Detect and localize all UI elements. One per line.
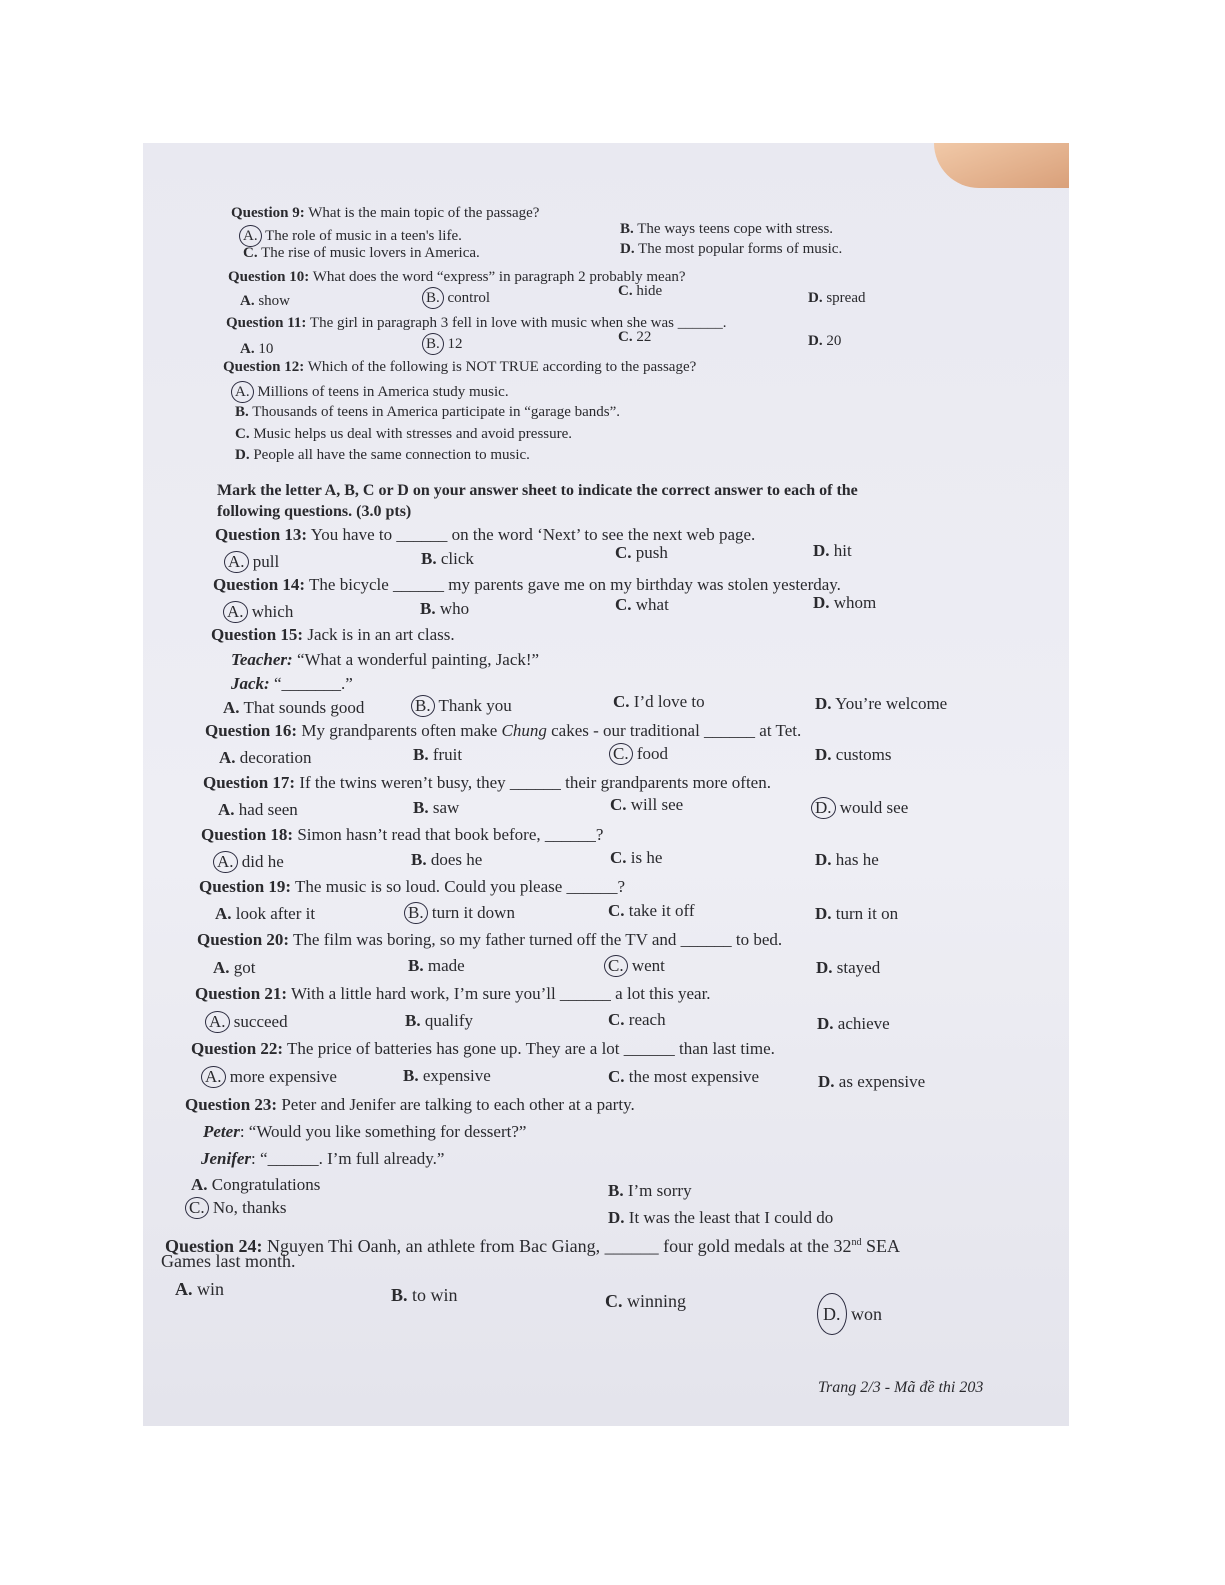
option-letter: D. <box>815 904 832 923</box>
option-c <box>243 243 480 263</box>
circled-answer: A. <box>224 551 249 573</box>
option-text: decoration <box>239 748 312 767</box>
option-text: That sounds good <box>243 698 365 717</box>
option-d <box>815 745 892 765</box>
option-letter: D. <box>813 541 830 560</box>
option-text: stayed <box>836 958 881 977</box>
option-c <box>618 281 662 301</box>
option-text: It was the least that I could do <box>628 1208 834 1227</box>
option-text: Thousands of teens in America participate in “garage bands”. <box>252 404 621 420</box>
option-letter: B. <box>411 850 427 869</box>
option-text: No, thanks <box>212 1198 287 1217</box>
option-c <box>235 424 572 444</box>
option-b <box>413 798 459 818</box>
option-text: I’m sorry <box>627 1181 692 1200</box>
option-letter: B. <box>413 745 429 764</box>
option-text: who <box>439 599 470 618</box>
option-text: show <box>258 293 291 309</box>
circled-answer: D. <box>811 797 836 819</box>
option-letter: A. <box>215 904 232 923</box>
option-letter: C. <box>608 1067 625 1086</box>
question-label: Question 21: <box>195 984 288 1003</box>
option-text: which <box>251 602 294 621</box>
option-text: expensive <box>422 1066 491 1085</box>
option-letter: B. <box>391 1285 408 1305</box>
question-label: Question 18: <box>201 825 294 844</box>
option-text: went <box>631 956 665 975</box>
option-d <box>815 850 879 870</box>
option-letter: C. <box>243 245 258 261</box>
option-a <box>223 698 364 718</box>
option-letter: D. <box>235 447 250 463</box>
option-letter: C. <box>608 901 625 920</box>
option-d <box>815 694 947 714</box>
option-letter: A. <box>240 293 255 309</box>
question-label: Question 22: <box>191 1039 284 1058</box>
circled-answer: A. <box>239 225 262 247</box>
option-text: click <box>440 549 474 568</box>
option-text: more expensive <box>229 1067 337 1086</box>
instruction-line: following questions. (3.0 pts) <box>217 503 412 520</box>
option-letter: D. <box>815 745 832 764</box>
question-text: What does the word “express” in paragraph 2 probably mean? <box>312 269 686 285</box>
circled-answer: B. <box>411 695 435 717</box>
option-b <box>426 287 490 309</box>
option-d <box>808 288 866 308</box>
question-text: Games last month. <box>161 1251 296 1271</box>
question-text: What is the main topic of the passage? <box>308 205 540 221</box>
option-letter: D. <box>608 1208 625 1227</box>
option-text: Thank you <box>438 696 512 715</box>
option-letter: B. <box>421 549 437 568</box>
option-text: what <box>635 595 669 614</box>
question-13 <box>215 525 755 545</box>
question-10 <box>228 267 686 287</box>
circled-answer: A. <box>201 1066 226 1088</box>
option-b <box>420 599 469 619</box>
option-letter: B. <box>620 221 634 237</box>
option-b <box>608 1181 692 1201</box>
circled-answer: C. <box>609 743 633 765</box>
option-text: had seen <box>238 800 298 819</box>
option-letter: A. <box>219 748 236 767</box>
option-letter: D. <box>808 290 823 306</box>
option-text: pull <box>252 552 280 571</box>
dialogue-text: “What a wonderful painting, Jack!” <box>296 650 540 669</box>
option-c <box>613 743 668 765</box>
option-letter: A. <box>191 1175 208 1194</box>
option-text: The ways teens cope with stress. <box>637 221 834 237</box>
option-d <box>815 904 898 924</box>
question-label: Question 15: <box>211 625 304 644</box>
option-text: push <box>635 543 668 562</box>
circled-answer: B. <box>422 287 444 309</box>
option-text: made <box>427 956 465 975</box>
option-b <box>391 1285 458 1305</box>
question-label: Question 12: <box>223 359 305 375</box>
option-text: I’d love to <box>633 692 705 711</box>
option-d <box>608 1208 833 1228</box>
option-text: look after it <box>235 904 316 923</box>
option-a <box>213 958 256 978</box>
option-text: The rise of music lovers in America. <box>261 245 480 261</box>
option-letter: B. <box>408 956 424 975</box>
option-letter: C. <box>615 543 632 562</box>
circled-answer: B. <box>404 902 428 924</box>
option-a <box>228 551 279 573</box>
option-text: customs <box>835 745 892 764</box>
option-letter: C. <box>615 595 632 614</box>
dialogue-text: : “______. I’m full already.” <box>251 1149 445 1168</box>
option-d <box>815 797 908 819</box>
option-d <box>821 1293 882 1335</box>
circled-answer: C. <box>185 1197 209 1219</box>
option-a <box>205 1066 337 1088</box>
dialogue-text: “_______.” <box>273 674 353 693</box>
option-text: Music helps us deal with stresses and avoid pressure. <box>253 426 573 442</box>
question-text: The bicycle ______ my parents gave me on my birthday was stolen yesterday. <box>309 575 841 594</box>
option-letter: A. <box>218 800 235 819</box>
option-a <box>240 339 273 359</box>
option-text: hit <box>833 541 852 560</box>
option-text: qualify <box>424 1011 473 1030</box>
option-c <box>608 1010 666 1030</box>
option-c <box>608 1067 759 1087</box>
speaker-label: Jenifer <box>201 1149 252 1168</box>
section-instruction <box>217 480 858 501</box>
option-a <box>235 381 509 403</box>
option-a <box>218 800 298 820</box>
question-label: Question 16: <box>205 721 298 740</box>
circled-answer: A. <box>231 381 254 403</box>
question-text: If the twins weren’t busy, they ______ their grandparents more often. <box>299 773 771 792</box>
option-a <box>227 601 293 623</box>
question-text: Peter and Jenifer are talking to each other at a party. <box>281 1095 635 1114</box>
question-18 <box>201 825 603 845</box>
option-text: turn it on <box>835 904 899 923</box>
question-12 <box>223 357 696 377</box>
option-b <box>408 902 515 924</box>
option-a <box>215 904 315 924</box>
option-letter: B. <box>405 1011 421 1030</box>
option-text: succeed <box>233 1012 288 1031</box>
option-text: to win <box>412 1285 458 1305</box>
option-letter: D. <box>620 241 635 257</box>
option-c <box>608 955 665 977</box>
page-footer: Trang 2/3 - Mã đề thi 203 <box>818 1379 984 1396</box>
option-letter: D. <box>813 593 830 612</box>
question-text: SEA <box>861 1236 901 1256</box>
option-d <box>808 331 841 351</box>
option-b <box>408 956 465 976</box>
option-b <box>421 549 474 569</box>
option-d <box>813 541 852 561</box>
option-text: Congratulations <box>211 1175 321 1194</box>
question-20 <box>197 930 782 950</box>
option-text: fruit <box>432 745 463 764</box>
question-17 <box>203 773 771 793</box>
question-text: Jack is in an art class. <box>307 625 455 644</box>
option-c <box>610 795 683 815</box>
speaker-label: Peter <box>203 1122 240 1141</box>
dialogue-jenifer <box>201 1149 444 1169</box>
question-text-emphasis: Chung <box>501 721 547 740</box>
question-text: My grandparents often make <box>301 721 502 740</box>
question-21 <box>195 984 711 1004</box>
option-c <box>608 901 695 921</box>
option-letter: D. <box>816 958 833 977</box>
instruction-line: Mark the letter A, B, C or D on your answer sheet to indicate the correct answer to each of the <box>217 482 858 499</box>
option-b <box>235 402 620 422</box>
question-label: Question 11: <box>226 315 307 331</box>
question-9 <box>231 203 539 223</box>
option-letter: C. <box>618 283 633 299</box>
option-letter: C. <box>608 1010 625 1029</box>
circled-answer: D. <box>817 1293 847 1335</box>
option-letter: C. <box>605 1291 623 1311</box>
option-letter: B. <box>608 1181 624 1200</box>
option-letter: D. <box>808 333 823 349</box>
question-24-line2 <box>161 1251 295 1271</box>
option-c <box>615 595 669 615</box>
question-19 <box>199 877 625 897</box>
option-text: reach <box>628 1010 666 1029</box>
question-text: Which of the following is NOT TRUE according to the passage? <box>307 359 697 375</box>
question-23 <box>185 1095 635 1115</box>
option-letter: D. <box>817 1014 834 1033</box>
option-letter: A. <box>175 1279 193 1299</box>
option-letter: C. <box>618 329 633 345</box>
option-b <box>405 1011 473 1031</box>
question-14 <box>213 575 841 595</box>
exam-page <box>143 143 1069 1426</box>
option-text: did he <box>241 852 284 871</box>
section-instruction-2 <box>217 501 411 522</box>
question-label: Question 14: <box>213 575 306 594</box>
question-22 <box>191 1039 775 1059</box>
question-11 <box>226 313 727 333</box>
option-d <box>816 958 880 978</box>
option-c <box>618 327 651 347</box>
option-letter: A. <box>223 698 240 717</box>
option-d <box>817 1014 890 1034</box>
question-label: Question 10: <box>228 269 310 285</box>
option-b <box>620 219 833 239</box>
question-16 <box>205 721 801 741</box>
option-text: The role of music in a teen's life. <box>265 228 462 244</box>
option-text: does he <box>430 850 483 869</box>
option-letter: D. <box>815 694 832 713</box>
option-d <box>818 1072 925 1092</box>
question-label: Question 23: <box>185 1095 278 1114</box>
question-text: The music is so loud. Could you please ______? <box>295 877 626 896</box>
option-text: whom <box>833 593 877 612</box>
option-text: achieve <box>837 1014 890 1033</box>
option-a <box>209 1011 288 1033</box>
option-b <box>426 333 463 355</box>
option-text: You’re welcome <box>835 694 948 713</box>
option-text: got <box>233 958 256 977</box>
question-label: Question 9: <box>231 205 305 221</box>
question-label: Question 20: <box>197 930 290 949</box>
option-text: take it off <box>628 901 695 920</box>
question-text: The price of batteries has gone up. They are a lot ______ than last time. <box>287 1039 775 1058</box>
option-text: control <box>447 290 491 306</box>
option-text: saw <box>432 798 460 817</box>
option-b <box>411 850 482 870</box>
option-text: hide <box>636 283 663 299</box>
option-letter: D. <box>815 850 832 869</box>
option-text: 12 <box>447 336 463 352</box>
option-text: won <box>851 1304 882 1324</box>
option-text: turn it down <box>431 903 515 922</box>
circled-answer: B. <box>422 333 444 355</box>
option-text: has he <box>835 850 879 869</box>
option-b <box>413 745 462 765</box>
dialogue-text: : “Would you like something for dessert?” <box>239 1122 527 1141</box>
option-a <box>217 851 284 873</box>
question-15 <box>211 625 455 645</box>
question-text: Nguyen Thi Oanh, an athlete from Bac Giang, ______ four gold medals at the 32 <box>267 1236 852 1256</box>
option-text: 22 <box>636 329 652 345</box>
option-d <box>235 445 530 465</box>
option-letter: B. <box>235 404 249 420</box>
option-text: spread <box>826 290 866 306</box>
option-c <box>189 1197 287 1219</box>
option-c <box>605 1291 686 1311</box>
option-text: the most expensive <box>628 1067 760 1086</box>
option-letter: C. <box>235 426 250 442</box>
question-label: Question 17: <box>203 773 296 792</box>
option-text: winning <box>627 1291 687 1311</box>
option-text: as expensive <box>838 1072 926 1091</box>
option-c <box>613 692 705 712</box>
option-letter: A. <box>240 341 255 357</box>
option-text: The most popular forms of music. <box>638 241 843 257</box>
option-letter: D. <box>818 1072 835 1091</box>
option-letter: A. <box>213 958 230 977</box>
option-text: would see <box>839 798 909 817</box>
option-text: is he <box>630 848 663 867</box>
option-a <box>240 291 290 311</box>
option-text: win <box>197 1279 224 1299</box>
option-a <box>219 748 312 768</box>
option-letter: C. <box>610 795 627 814</box>
option-text: will see <box>630 795 684 814</box>
circled-answer: C. <box>604 955 628 977</box>
option-text: food <box>636 744 669 763</box>
option-a <box>191 1175 320 1195</box>
question-text: With a little hard work, I’m sure you’ll ______ a lot this year. <box>291 984 711 1003</box>
option-text: Millions of teens in America study music. <box>257 384 509 400</box>
option-letter: C. <box>613 692 630 711</box>
thumb-in-photo <box>934 143 1069 188</box>
speaker-label: Teacher: <box>231 650 293 669</box>
option-text: 10 <box>258 341 274 357</box>
option-text: 20 <box>826 333 842 349</box>
option-c <box>610 848 662 868</box>
circled-answer: A. <box>213 851 238 873</box>
question-label: Question 19: <box>199 877 292 896</box>
option-d <box>813 593 876 613</box>
circled-answer: A. <box>205 1011 230 1033</box>
option-b <box>415 695 512 717</box>
option-letter: B. <box>413 798 429 817</box>
option-letter: B. <box>403 1066 419 1085</box>
option-d <box>620 239 842 259</box>
circled-answer: A. <box>223 601 248 623</box>
option-letter: C. <box>610 848 627 867</box>
option-c <box>615 543 668 563</box>
superscript: nd <box>851 1237 862 1248</box>
dialogue-teacher <box>231 650 539 670</box>
question-text: Simon hasn’t read that book before, ______? <box>297 825 604 844</box>
speaker-label: Jack: <box>231 674 270 693</box>
option-letter: B. <box>420 599 436 618</box>
dialogue-peter <box>203 1122 526 1142</box>
option-a <box>175 1279 224 1299</box>
dialogue-jack <box>231 674 353 694</box>
question-label: Question 24: <box>165 1236 263 1256</box>
question-text: cakes - our traditional ______ at Tet. <box>546 721 802 740</box>
question-text: The film was boring, so my father turned off the TV and ______ to bed. <box>293 930 783 949</box>
option-b <box>403 1066 491 1086</box>
question-text: The girl in paragraph 3 fell in love with music when she was ______. <box>309 315 727 331</box>
question-text: You have to ______ on the word ‘Next’ to see the next web page. <box>310 525 756 544</box>
question-label: Question 13: <box>215 525 308 544</box>
option-text: People all have the same connection to music. <box>253 447 530 463</box>
